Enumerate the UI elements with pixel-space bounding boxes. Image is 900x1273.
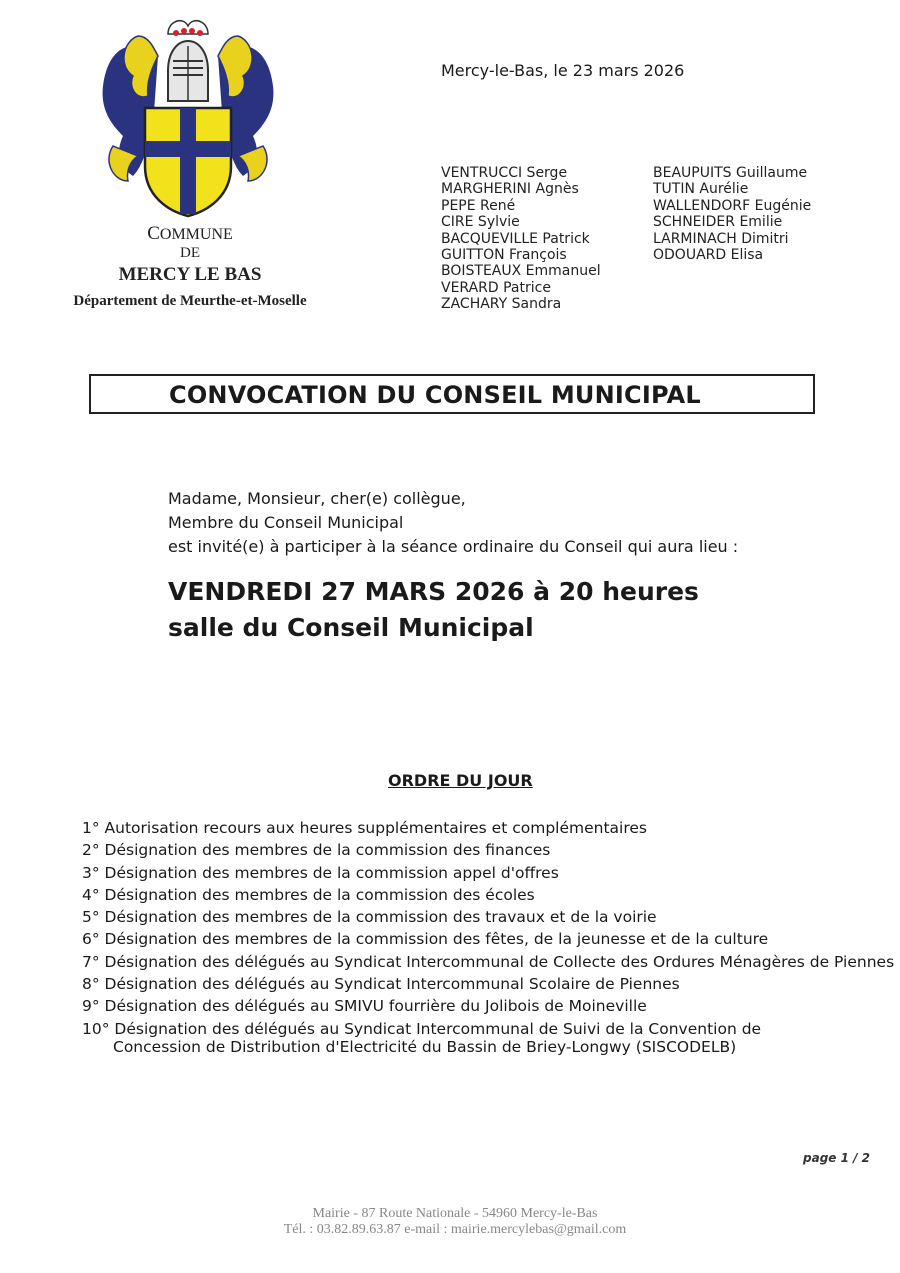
- recipient-name: LARMINACH Dimitri: [653, 230, 789, 247]
- recipient-name: ZACHARY Sandra: [441, 296, 562, 313]
- recipient-name: SCHNEIDER Emilie: [653, 214, 783, 231]
- agenda-item: 8° Désignation des délégués au Syndicat Intercommunal Scolaire de Piennes: [82, 975, 680, 994]
- intro-line: Madame, Monsieur, cher(e) collègue,: [168, 489, 466, 508]
- recipients-left-column: [441, 165, 601, 313]
- footer: [180, 1206, 730, 1238]
- commune-label-cap: C: [147, 223, 160, 244]
- agenda-item: 1° Autorisation recours aux heures supplémentaires et complémentaires: [82, 819, 647, 837]
- commune-name: MERCY LE BAS: [118, 264, 262, 285]
- footer-contact: Tél. : 03.82.89.63.87 e-mail : mairie.mercylebas@gmail.com: [283, 1222, 627, 1237]
- page-indicator: page 1 / 2: [803, 1151, 871, 1165]
- agenda-item: 6° Désignation des membres de la commission des fêtes, de la jeunesse et de la culture: [82, 930, 769, 949]
- recipient-name: CIRE Sylvie: [441, 214, 520, 231]
- recipient-name: MARGHERINI Agnès: [441, 181, 579, 198]
- agenda-list: [82, 817, 894, 1058]
- commune-de-label: DE: [180, 245, 200, 261]
- agenda-item: 10° Désignation des délégués au Syndicat Intercommunal de Suivi de la Convention de: [82, 1019, 762, 1038]
- recipient-name: WALLENDORF Eugénie: [653, 197, 812, 214]
- recipient-name: TUTIN Aurélie: [653, 181, 749, 198]
- commune-identity: [40, 224, 340, 311]
- meeting-details: [168, 574, 699, 646]
- document-title-box: [89, 374, 815, 414]
- recipients-right-column: [653, 165, 811, 263]
- agenda-item: 5° Désignation des membres de la commission des travaux et de la voirie: [82, 908, 657, 927]
- recipient-name: BACQUEVILLE Patrick: [441, 230, 590, 247]
- commune-label: OMMUNE: [159, 226, 233, 243]
- document-title: CONVOCATION DU CONSEIL MUNICIPAL: [169, 381, 701, 409]
- meeting-place: salle du Conseil Municipal: [168, 613, 534, 642]
- agenda-item: 7° Désignation des délégués au Syndicat Intercommunal de Collecte des Ordures Ménagères de Piennes: [82, 952, 895, 971]
- agenda-item: 4° Désignation des membres de la commission des écoles: [82, 885, 535, 904]
- intro-line: est invité(e) à participer à la séance ordinaire du Conseil qui aura lieu :: [168, 537, 739, 556]
- recipient-name: GUITTON François: [441, 247, 567, 264]
- intro-line: Membre du Conseil Municipal: [168, 513, 404, 532]
- departement-name: Département de Meurthe-et-Moselle: [73, 293, 307, 309]
- agenda-title: ORDRE DU JOUR: [388, 771, 533, 790]
- recipient-name: VERARD Patrice: [441, 279, 551, 296]
- coat-of-arms-logo: [98, 16, 278, 221]
- recipient-name: ODOUARD Elisa: [653, 247, 764, 264]
- agenda-item: 2° Désignation des membres de la commission des finances: [82, 841, 551, 860]
- agenda-item: 9° Désignation des délégués au SMIVU fourrière du Jolibois de Moineville: [82, 997, 647, 1016]
- recipient-name: BOISTEAUX Emmanuel: [441, 263, 601, 280]
- recipient-name: PEPE René: [441, 197, 516, 214]
- meeting-datetime: VENDREDI 27 MARS 2026 à 20 heures: [168, 577, 699, 606]
- footer-address: Mairie - 87 Route Nationale - 54960 Mercy-le-Bas: [312, 1206, 598, 1221]
- agenda-item: 3° Désignation des membres de la commission appel d'offres: [82, 863, 559, 882]
- date-line: Mercy-le-Bas, le 23 mars 2026: [441, 61, 685, 80]
- agenda-item-continuation: Concession de Distribution d'Electricité du Bassin de Briey-Longwy (SISCODELB): [113, 1037, 737, 1056]
- recipient-name: VENTRUCCI Serge: [441, 165, 568, 181]
- recipient-name: BEAUPUITS Guillaume: [653, 165, 808, 181]
- intro-paragraph: [168, 487, 738, 559]
